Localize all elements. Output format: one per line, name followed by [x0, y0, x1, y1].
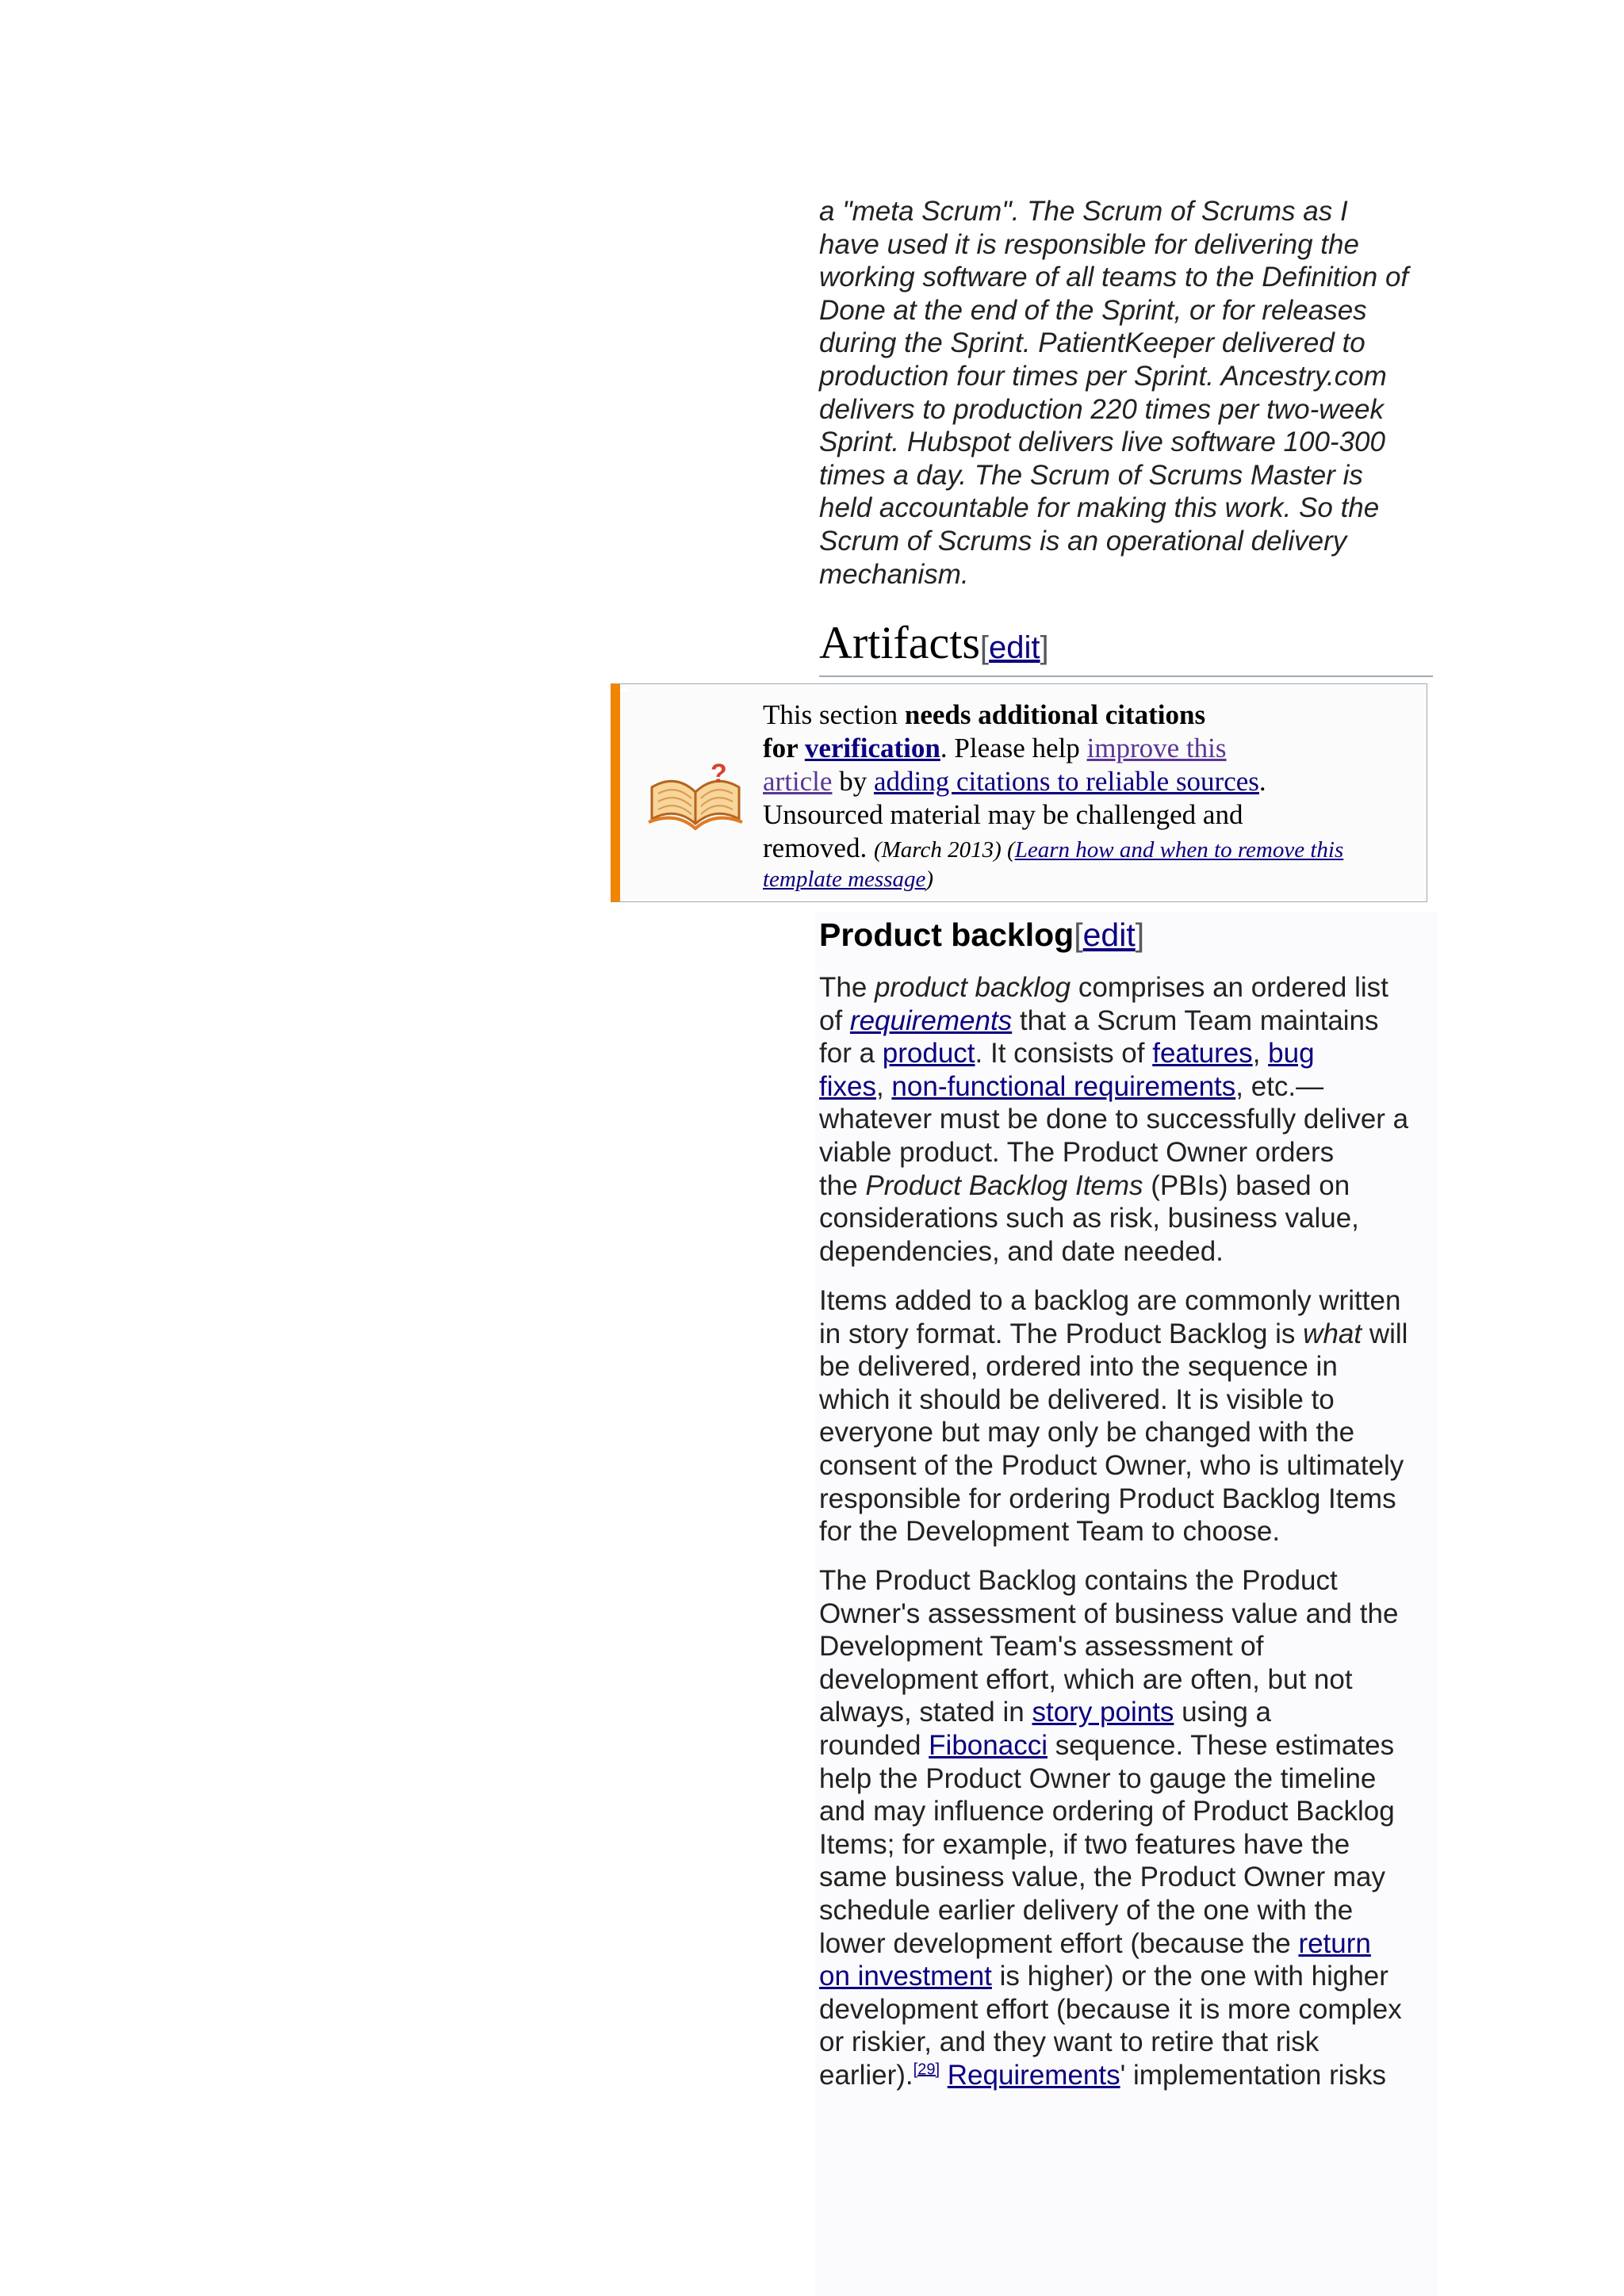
artifacts-heading [819, 618, 1433, 677]
requirements-link-2[interactable]: Requirements [947, 2059, 1120, 2091]
bug-fixes-link-cont[interactable]: fixes [819, 1070, 876, 1102]
intro-line: a "meta Scrum". The Scrum of Scrums as I [819, 196, 1348, 227]
intro-line: Done at the end of the Sprint, or for releases [819, 294, 1367, 326]
improve-article-link[interactable]: improve this [1086, 733, 1227, 763]
edit-section-bracket: [edit] [979, 630, 1049, 665]
return-on-investment-link[interactable]: return [1298, 1927, 1371, 1959]
learn-remove-link[interactable]: Learn how and when to remove this [1014, 837, 1344, 863]
intro-line: Scrum of Scrums is an operational delivery [819, 525, 1347, 557]
intro-line: production four times per Sprint. Ancestry.com [819, 360, 1387, 392]
notice-line-1: This section needs additional citations [763, 699, 1206, 730]
citation-notice-box [611, 683, 1427, 902]
intro-line: have used it is responsible for delivering the [819, 228, 1359, 260]
story-points-link[interactable]: story points [1032, 1697, 1174, 1728]
artifacts-title: Artifacts [819, 617, 980, 668]
verification-link[interactable]: verification [804, 733, 940, 763]
notice-line-3: article by adding citations to reliable sources. [763, 766, 1266, 797]
bug-fixes-link[interactable]: bug [1268, 1038, 1315, 1070]
adding-citations-link[interactable]: adding citations to reliable sources [873, 766, 1259, 797]
notice-line-2: for verification. Please help improve this [763, 733, 1227, 763]
book-question-icon [644, 756, 747, 835]
intro-line: during the Sprint. PatientKeeper delivered to [819, 327, 1365, 359]
intro-line: working software of all teams to the Definition of [819, 262, 1409, 293]
svg-text:?: ? [710, 759, 727, 789]
fibonacci-link[interactable]: Fibonacci [929, 1729, 1048, 1761]
edit-section-bracket: [edit] [1074, 916, 1145, 953]
edit-product-backlog-link[interactable]: edit [1082, 916, 1136, 953]
requirements-link[interactable]: requirements [849, 1004, 1013, 1036]
product-backlog-title: Product backlog [819, 916, 1074, 953]
notice-line-6: template message) [763, 867, 934, 892]
backlog-paragraph-2: Items added to a backlog are commonly written in story format. The Product Backlog is what will be delivered, ordered into the sequence in which it should be delivered. It is visible to everyone but may only be changed with the consent of the Product Owner, who is ultimately responsible for ordering Product Backlog Items for the Development Team to choose. [819, 1285, 1408, 1548]
intro-paragraph [819, 195, 1438, 591]
product-backlog-heading [819, 913, 1144, 956]
notice-text [763, 698, 1421, 894]
improve-article-link-cont[interactable]: article [763, 766, 833, 797]
non-functional-requirements-link[interactable]: non-functional requirements [891, 1070, 1236, 1102]
notice-box-accent-tick [620, 689, 628, 692]
backlog-paragraph-3: The Product Backlog contains the Product Owner's assessment of business value and the Development Team's assessment of development effort, which are often, but not always, stated in story points using a rounded Fibonacci sequence. These estimates help the Product Owner to gauge the timeline and may influence ordering of Product Backlog Items; for example, if two features have the same business value, the Product Owner may schedule earlier delivery of the one with the lower development effort (because the return on investment is higher) or the one with higher development effort (because it is more complex or riskier, and they want to retire that risk earlier).[29] Requirements' implementation risks [819, 1565, 1402, 2091]
backlog-paragraph-1: The product backlog comprises an ordered list of requirements that a Scrum Team maintains for a product. It consists of features, bug fixes, non-functional requirements, etc.— whatever must be done to successfully deliver a viable product. The Product Owner orders the Product Backlog Items (PBIs) based on considerations such as risk, business value, dependencies, and date needed. [819, 972, 1409, 1267]
intro-line: delivers to production 220 times per two-week [819, 393, 1385, 425]
intro-line: held accountable for making this work. So the [819, 492, 1380, 524]
intro-line: times a day. The Scrum of Scrums Master is [819, 459, 1363, 491]
return-on-investment-link-cont[interactable]: on investment [819, 1961, 992, 1992]
learn-remove-link-cont[interactable]: template message [763, 867, 926, 892]
product-link[interactable]: product [882, 1038, 975, 1070]
intro-line: Sprint. Hubspot delivers live software 100-300 [819, 427, 1385, 458]
edit-artifacts-link[interactable]: edit [989, 630, 1040, 665]
citation-29-link[interactable]: [29] [913, 2061, 940, 2079]
intro-line: mechanism. [819, 558, 969, 590]
notice-line-4: Unsourced material may be challenged and [763, 799, 1243, 830]
features-link[interactable]: features [1152, 1038, 1253, 1070]
notice-line-5: removed. (March 2013) (Learn how and when to remove this [763, 832, 1344, 863]
notice-date: (March 2013) [873, 837, 1002, 863]
